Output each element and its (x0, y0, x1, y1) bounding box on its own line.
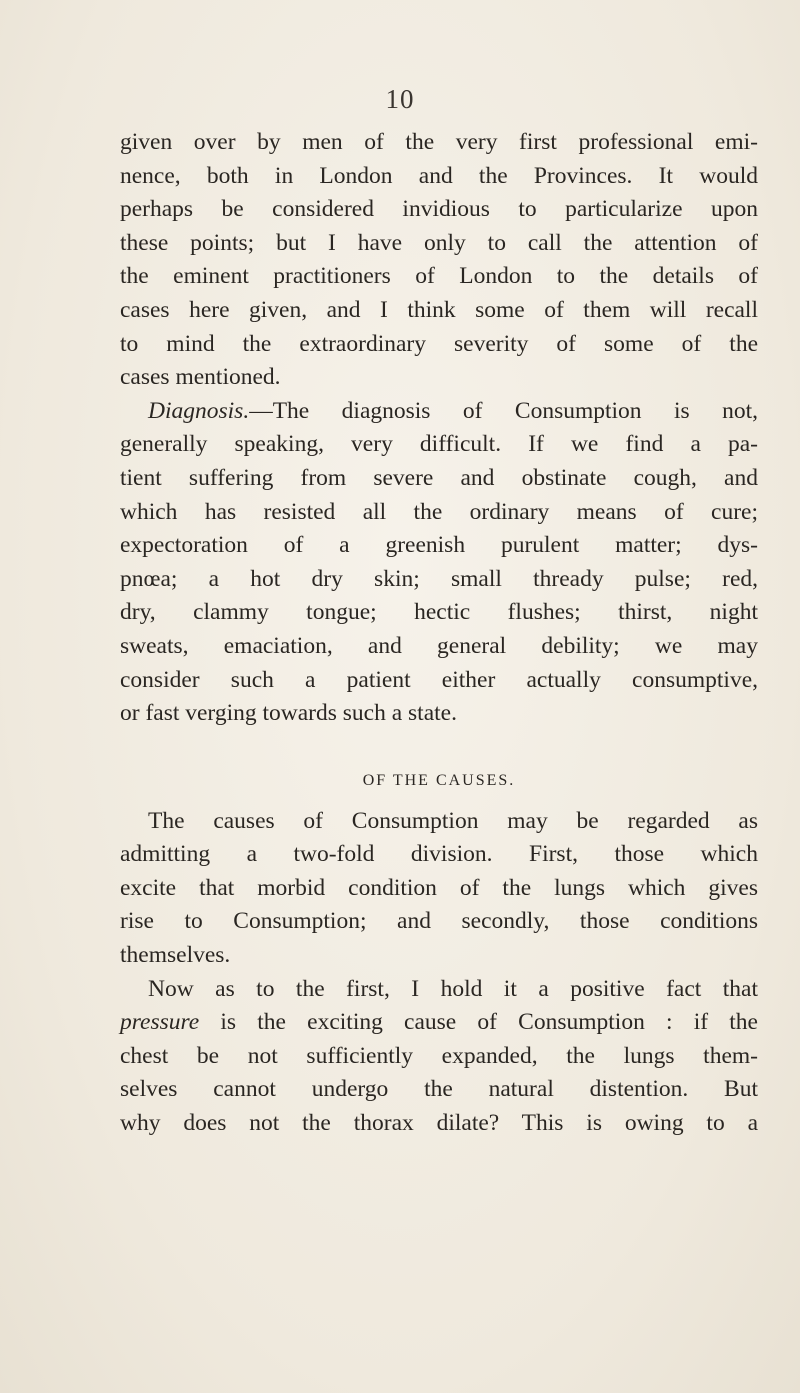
text-line: expectoration of a greenish purulent matter; dys- (120, 532, 758, 559)
text-line: given over by men of the very first professional emi- (120, 129, 758, 155)
paragraph-diagnosis (120, 395, 792, 731)
text-line: the eminent practitioners of London to the details of (120, 263, 758, 290)
text-line: selves cannot undergo the natural distention. But (120, 1076, 758, 1103)
text-line: rise to Consumption; and secondly, those conditions (120, 908, 758, 935)
text-line: The causes of Consumption may be regarded as (148, 807, 758, 834)
text-line: pnœa; a hot dry skin; small thready pulse; red, (120, 565, 758, 592)
page-body (120, 126, 792, 1141)
page-number: 10 (385, 84, 415, 114)
text-line: themselves. (120, 942, 231, 969)
text-line: which has resisted all the ordinary means of cure; (120, 498, 758, 525)
text-line: generally speaking, very difficult. If we find a pa- (120, 431, 758, 458)
text-line: admitting a two-fold division. First, those which (120, 841, 758, 868)
text-line: sweats, emaciation, and general debility; we may (120, 632, 758, 659)
diagnosis-lead: Diagnosis. (148, 397, 250, 424)
text-line: cases mentioned. (120, 364, 281, 391)
text-line: nence, both in London and the Provinces. It would (120, 162, 758, 189)
text-line: or fast verging towards such a state. (120, 700, 457, 727)
paragraph-continuation (120, 126, 792, 395)
section-heading: OF THE CAUSES. (362, 771, 516, 789)
text-line (120, 395, 758, 429)
text-line: why does not the thorax dilate? This is owing to a (120, 1110, 758, 1137)
text-line (120, 1006, 758, 1040)
paragraph-pressure (120, 973, 792, 1141)
paragraph-causes (120, 805, 792, 973)
text-line: cases here given, and I think some of them will recall (120, 296, 758, 323)
diagnosis-first-line: —The diagnosis of Consumption is not, (249, 397, 758, 424)
text-line: to mind the extraordinary severity of some of the (120, 330, 758, 357)
text-line: perhaps be considered invidious to particularize upon (120, 196, 758, 223)
text-line: tient suffering from severe and obstinate cough, and (120, 464, 758, 491)
pressure-line-rest: is the exciting cause of Consumption : if the (199, 1009, 758, 1036)
text-line: these points; but I have only to call the attention of (120, 229, 758, 256)
text-line: chest be not sufficiently expanded, the lungs them- (120, 1042, 758, 1069)
text-line: excite that morbid condition of the lungs which gives (120, 874, 758, 901)
text-line: Now as to the first, I hold it a positive fact that (148, 975, 758, 1002)
text-line: consider such a patient either actually consumptive, (120, 666, 758, 693)
pressure-lead: pressure (120, 1009, 200, 1036)
text-line: dry, clammy tongue; hectic flushes; thirst, night (120, 599, 758, 626)
